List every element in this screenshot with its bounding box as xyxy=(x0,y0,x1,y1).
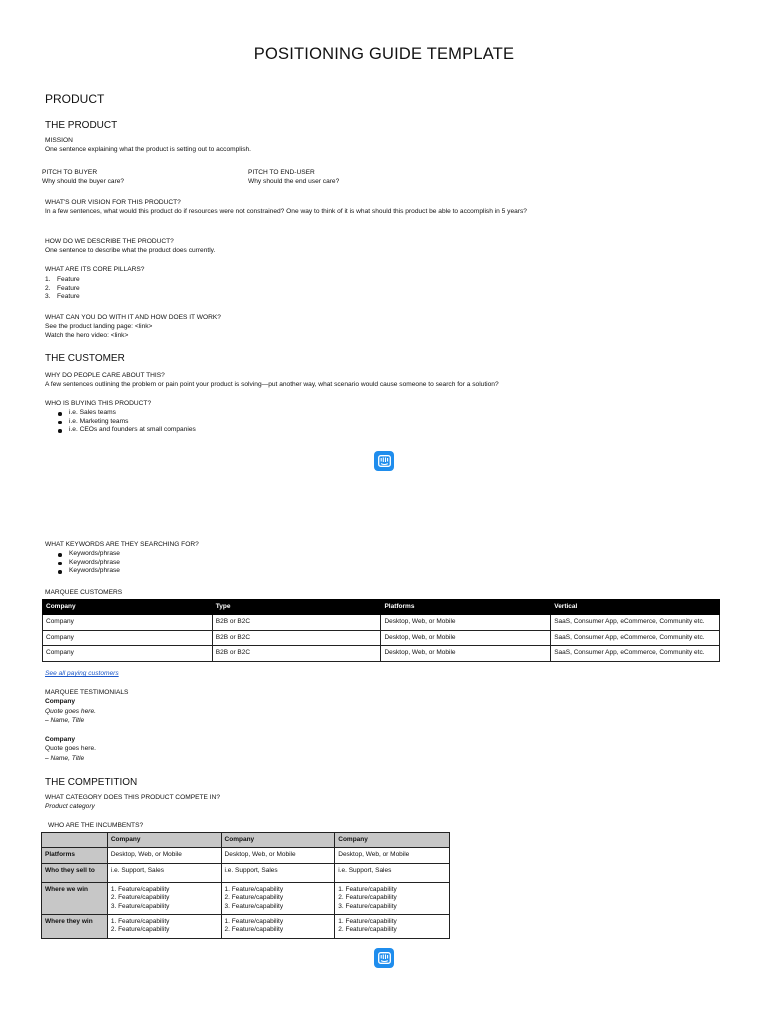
table-cell: 1. Feature/capability 2. Feature/capability xyxy=(221,915,335,939)
table-cell: SaaS, Consumer App, eCommerce, Community etc. xyxy=(551,615,720,630)
column-header: Platforms xyxy=(381,600,551,615)
table-cell: Desktop, Web, or Mobile xyxy=(335,848,450,863)
table-cell: B2B or B2C xyxy=(212,646,381,661)
column-header: Company xyxy=(335,833,450,848)
subheading-the-product: THE PRODUCT xyxy=(45,120,118,131)
list-item: Keywords/phrase xyxy=(45,567,120,576)
table-cell: Desktop, Web, or Mobile xyxy=(381,646,551,661)
category-label: WHAT CATEGORY DOES THIS PRODUCT COMPETE IN? xyxy=(45,794,221,801)
testimonial-1-name: – Name, Title xyxy=(45,717,85,724)
table-cell: 1. Feature/capability 2. Feature/capability 3. Feature/capability xyxy=(221,882,335,914)
marquee-customers-table xyxy=(42,599,720,662)
table-row xyxy=(42,848,450,863)
subheading-the-customer: THE CUSTOMER xyxy=(45,353,125,364)
keywords-list xyxy=(45,550,120,576)
table-cell: Desktop, Web, or Mobile xyxy=(221,848,335,863)
testimonial-1-company: Company xyxy=(45,698,76,705)
list-item: 3. Feature xyxy=(45,293,80,301)
keywords-label: WHAT KEYWORDS ARE THEY SEARCHING FOR? xyxy=(45,541,199,548)
column-header xyxy=(42,833,108,848)
table-cell: 1. Feature/capability 2. Feature/capability xyxy=(335,915,450,939)
testimonial-2-company: Company xyxy=(45,736,76,743)
who-buying-label: WHO IS BUYING THIS PRODUCT? xyxy=(45,400,152,407)
section-heading-product: PRODUCT xyxy=(45,92,105,106)
table-cell: i.e. Support, Sales xyxy=(335,863,450,882)
testimonials-label: MARQUEE TESTIMONIALS xyxy=(45,689,129,696)
list-item: i.e. CEOs and founders at small companies xyxy=(45,426,196,435)
table-row xyxy=(43,615,720,630)
table-row xyxy=(43,630,720,645)
who-buying-list xyxy=(45,409,196,435)
column-header: Company xyxy=(107,833,221,848)
table-cell: B2B or B2C xyxy=(212,630,381,645)
list-item: 1. Feature xyxy=(45,276,80,283)
table-cell: Company xyxy=(43,630,213,645)
testimonial-2-quote: Quote goes here. xyxy=(45,745,96,752)
subheading-the-competition: THE COMPETITION xyxy=(45,777,138,788)
table-cell: Desktop, Web, or Mobile xyxy=(107,848,221,863)
intercom-logo-icon xyxy=(374,451,394,471)
row-header: Where they win xyxy=(42,915,108,939)
describe-text: One sentence to describe what the product does currently. xyxy=(45,247,216,254)
table-header-row xyxy=(42,833,450,848)
table-row xyxy=(42,863,450,882)
vision-text: In a few sentences, what would this product do if resources were not constrained? One way to think of it is what should this product be able to accomplish in 5 years? xyxy=(45,208,527,215)
table-row xyxy=(42,882,450,914)
list-item: i.e. Sales teams xyxy=(45,409,196,418)
see-all-customers-link[interactable]: See all paying customers xyxy=(45,670,119,677)
column-header: Vertical xyxy=(551,600,720,615)
how-label: WHAT CAN YOU DO WITH IT AND HOW DOES IT WORK? xyxy=(45,314,221,321)
row-header: Where we win xyxy=(42,882,108,914)
pitch-buyer-text: Why should the buyer care? xyxy=(42,178,125,185)
pillars-list xyxy=(45,276,80,302)
pitch-user-text: Why should the end user care? xyxy=(248,178,340,185)
incumbents-label: WHO ARE THE INCUMBENTS? xyxy=(48,822,144,829)
table-cell: Desktop, Web, or Mobile xyxy=(381,630,551,645)
describe-label: HOW DO WE DESCRIBE THE PRODUCT? xyxy=(45,238,174,245)
category-text: Product category xyxy=(45,803,95,810)
column-header: Company xyxy=(43,600,213,615)
table-cell: 1. Feature/capability 2. Feature/capability xyxy=(107,915,221,939)
pitch-buyer-label: PITCH TO BUYER xyxy=(42,169,98,176)
table-row xyxy=(42,915,450,939)
how-line-landing: See the product landing page: <link> xyxy=(45,323,153,330)
row-header: Who they sell to xyxy=(42,863,108,882)
page-title: POSITIONING GUIDE TEMPLATE xyxy=(253,45,515,63)
list-item: Keywords/phrase xyxy=(45,559,120,568)
column-header: Company xyxy=(221,833,335,848)
table-cell: Company xyxy=(43,646,213,661)
why-care-text: A few sentences outlining the problem or pain point your product is solving—put another way, what scenario would cause someone to search for a solution? xyxy=(45,381,499,388)
table-header-row xyxy=(43,600,720,615)
marquee-customers-label: MARQUEE CUSTOMERS xyxy=(45,589,123,596)
table-cell: B2B or B2C xyxy=(212,615,381,630)
mission-text: One sentence explaining what the product is setting out to accomplish. xyxy=(45,146,251,153)
table-cell: i.e. Support, Sales xyxy=(107,863,221,882)
column-header: Type xyxy=(212,600,381,615)
row-header: Platforms xyxy=(42,848,108,863)
vision-label: WHAT'S OUR VISION FOR THIS PRODUCT? xyxy=(45,199,181,206)
why-care-label: WHY DO PEOPLE CARE ABOUT THIS? xyxy=(45,372,165,379)
pitch-user-label: PITCH TO END-USER xyxy=(248,169,315,176)
list-item: Keywords/phrase xyxy=(45,550,120,559)
table-row xyxy=(43,646,720,661)
mission-label: MISSION xyxy=(45,137,73,144)
table-cell: i.e. Support, Sales xyxy=(221,863,335,882)
testimonial-1-quote: Quote goes here. xyxy=(45,708,96,715)
table-cell: 1. Feature/capability 2. Feature/capability 3. Feature/capability xyxy=(335,882,450,914)
list-item: i.e. Marketing teams xyxy=(45,418,196,427)
testimonial-2-name: – Name, Title xyxy=(45,755,85,762)
how-line-video: Watch the hero video: <link> xyxy=(45,332,129,339)
list-item: 2. Feature xyxy=(45,284,80,292)
pillars-label: WHAT ARE ITS CORE PILLARS? xyxy=(45,266,145,273)
intercom-logo-icon xyxy=(374,948,394,968)
table-cell: Company xyxy=(43,615,213,630)
table-cell: SaaS, Consumer App, eCommerce, Community etc. xyxy=(551,646,720,661)
incumbents-table xyxy=(41,832,450,939)
table-cell: 1. Feature/capability 2. Feature/capability 3. Feature/capability xyxy=(107,882,221,914)
table-cell: Desktop, Web, or Mobile xyxy=(381,615,551,630)
table-cell: SaaS, Consumer App, eCommerce, Community etc. xyxy=(551,630,720,645)
